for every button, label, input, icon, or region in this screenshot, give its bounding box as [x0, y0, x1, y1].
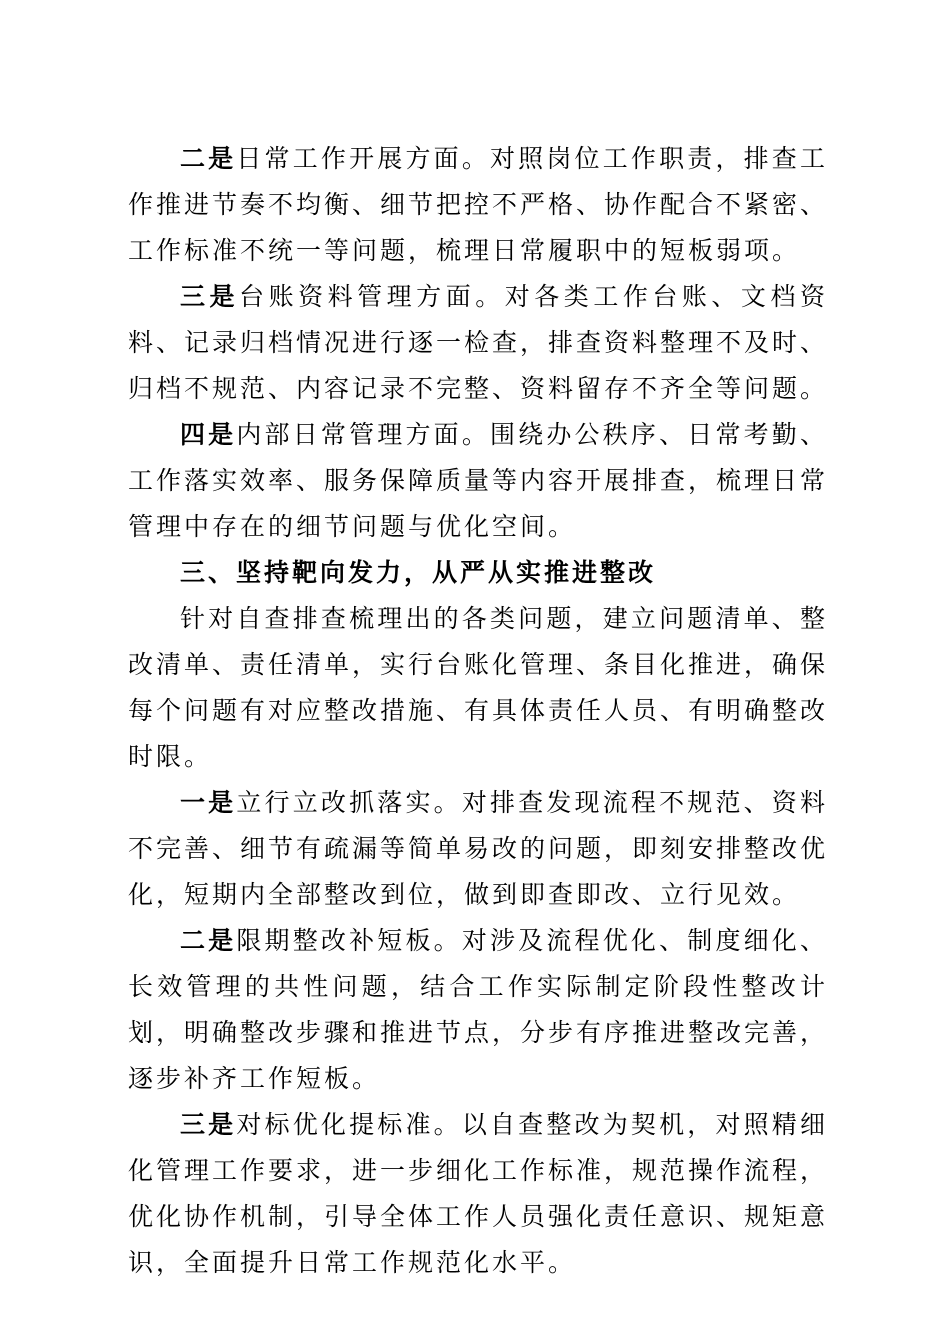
measure-text: 限期整改补短板。对涉及流程优化、制度细化、长效管理的共性问题，结合工作实际制定阶段性整改计划，明确整改步骤和推进节点，分步有序推进整改完善，逐步补齐工作短板。	[128, 926, 829, 1093]
paragraph-text: 台账资料管理方面。对各类工作台账、文档资料、记录归档情况进行逐一检查，排查资料整理不及时、归档不规范、内容记录不完整、资料留存不齐全等问题。	[128, 282, 829, 403]
paragraph-item-4	[128, 412, 828, 550]
paragraph-lead: 四是	[180, 420, 237, 449]
measure-lead: 二是	[180, 926, 237, 955]
measure-item-1	[128, 780, 828, 918]
measure-text: 立行立改抓落实。对排查发现流程不规范、资料不完善、细节有疏漏等简单易改的问题，即刻安排整改优化，短期内全部整改到位，做到即查即改、立行见效。	[128, 788, 829, 909]
document-page	[128, 136, 828, 1286]
paragraph-item-2	[128, 136, 828, 274]
measure-lead: 三是	[180, 1110, 237, 1139]
measure-item-2	[128, 918, 828, 1102]
measure-lead: 一是	[180, 788, 237, 817]
paragraph-text: 内部日常管理方面。围绕办公秩序、日常考勤、工作落实效率、服务保障质量等内容开展排查，梳理日常管理中存在的细节问题与优化空间。	[128, 420, 829, 541]
paragraph-lead: 三是	[180, 282, 240, 311]
section-intro: 针对自查排查梳理出的各类问题，建立问题清单、整改清单、责任清单，实行台账化管理、条目化推进，确保每个问题有对应整改措施、有具体责任人员、有明确整改时限。	[128, 604, 829, 771]
paragraph-lead: 二是	[180, 144, 237, 173]
measure-item-3	[128, 1102, 828, 1286]
section-heading: 三、坚持靶向发力，从严从实推进整改	[180, 558, 657, 587]
measure-text: 对标优化提标准。以自查整改为契机，对照精细化管理工作要求，进一步细化工作标准，规范操作流程，优化协作机制，引导全体工作人员强化责任意识、规矩意识，全面提升日常工作规范化水平。	[128, 1110, 829, 1277]
paragraph-text: 日常工作开展方面。对照岗位工作职责，排查工作推进节奏不均衡、细节把控不严格、协作配合不紧密、工作标准不统一等问题，梳理日常履职中的短板弱项。	[128, 144, 829, 265]
paragraph-item-3	[128, 274, 828, 412]
